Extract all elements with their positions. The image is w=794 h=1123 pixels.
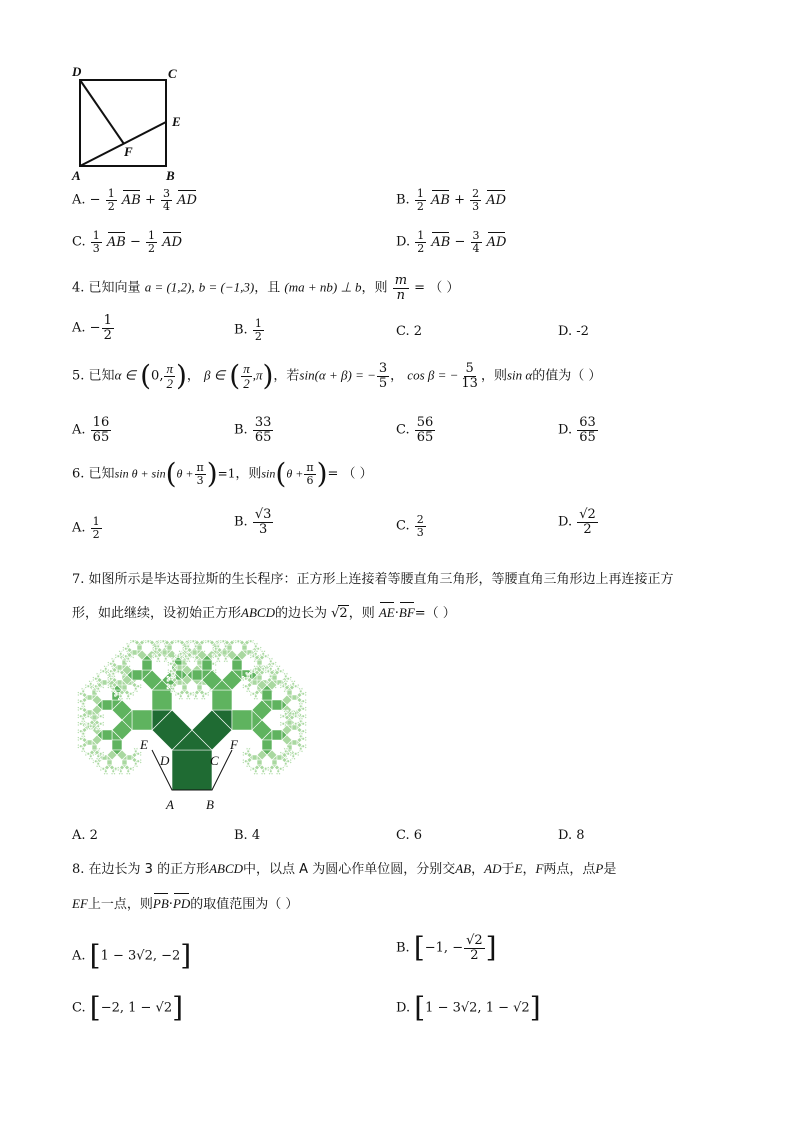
tree-label-E: E [140,737,148,752]
q3-option-c[interactable]: C. $\frac{1}{3}$ AB − $\frac{1}{2}$ AD [72,229,182,255]
q4-option-a[interactable]: A. − $\frac{1}{2}$ [72,313,112,343]
q7-stem-line1: 7. 如图所示是毕达哥拉斯的生长程序：正方形上连接着等腰直角三角形，等腰直角三角形边上再连接正方 [72,572,674,587]
pythagoras-tree-figure [72,640,322,815]
tree-label-B: B [206,797,214,812]
q6-option-c[interactable]: C. $\frac{2}{3}$ [396,513,424,539]
q5-option-c[interactable]: C. $\frac{56}{65}$ [396,415,434,445]
q8-option-b[interactable]: B. [−1, − $\frac{√2}{2}$ ] [396,931,497,965]
q7-stem-line2: 形，如此继续，设初始正方形ABCD的边长为 √2，则 AE·BF=（ ） [72,605,456,621]
arc-ef: EF [72,896,88,911]
q7-option-c[interactable]: C. 6 [396,828,423,843]
q5-option-d[interactable]: D. $\frac{63}{65}$ [558,415,596,445]
label-F: F [124,144,133,159]
q7-option-a[interactable]: A. 2 [72,828,98,843]
q7-option-d[interactable]: D. 8 [558,828,585,843]
label-D: D [72,64,82,79]
q4-option-b[interactable]: B. $\frac{1}{2}$ [234,317,262,343]
tree-label-F: F [230,737,238,752]
q7-option-b[interactable]: B. 4 [234,828,261,843]
q8-option-c[interactable]: C. [−2, 1 − √2] [72,991,184,1024]
q8-option-a[interactable]: A. [1 − 3√2, −2] [72,939,192,972]
q8-stem-line1: 8. 在边长为 3 的正方形ABCD中，以点 A 为圆心作单位圆，分别交AB，AD于E，F两点，点P是 [72,861,617,877]
label-C: C [168,66,177,81]
q4-stem: 4. 已知向量 a = (1,2), b = (−1,3)，且 (ma + nb) ⊥ b，则 $\frac{m}{n}$ = （ ） [72,273,460,303]
tree-label-A: A [166,797,174,812]
square-figure [60,62,200,187]
q3-option-b[interactable]: B. $\frac{1}{2}$ AB + $\frac{2}{3}$ AD [396,187,507,213]
q8-stem-line2: EF上一点，则PB·PD的取值范围为（ ） [72,896,299,912]
tree-label-D: D [160,753,170,768]
label-A: A [72,168,81,183]
q6-option-a[interactable]: A. $\frac{1}{2}$ [72,515,100,541]
q5-option-a[interactable]: A. $\frac{16}{65}$ [72,415,110,445]
q4-option-c[interactable]: C. 2 [396,324,423,339]
q4-option-d[interactable]: D. -2 [558,324,589,339]
q6-option-d[interactable]: D. $\frac{√2}{2}$ [558,507,596,537]
label-E: E [172,114,181,129]
q5-option-b[interactable]: B. $\frac{33}{65}$ [234,415,272,445]
q3-option-d[interactable]: D. $\frac{1}{2}$ AB − $\frac{3}{4}$ AD [396,229,507,255]
q6-stem: 6. 已知sin θ + sin(θ + $\frac{\pi}{3}$ )=1，则sin(θ + $\frac{\pi}{6}$ )= （ ） [72,457,373,490]
q3-option-a[interactable]: A. − $\frac{1}{2}$ AB + $\frac{3}{4}$ AD [72,187,197,213]
tree-label-C: C [210,753,219,768]
q6-option-b[interactable]: B. $\frac{√3}{3}$ [234,507,272,537]
q5-stem: 5. 已知α ∈ (0, $\frac{\pi}{2}$ )， β ∈ ( $\frac{\pi}{2}$ ,π)，若sin(α + β) = − $\frac{3}{5}$ ， cos β = − $\frac{5}{13}$ ，则sin α的值为（ ） [72,359,602,393]
label-B: B [166,168,175,183]
q8-option-d[interactable]: D. [1 − 3√2, 1 − √2] [396,991,541,1024]
